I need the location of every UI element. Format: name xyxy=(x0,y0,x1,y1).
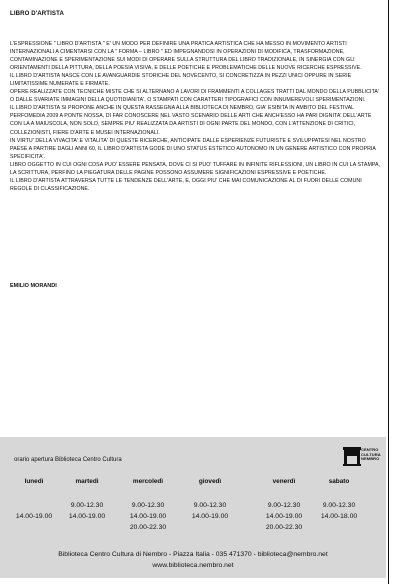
paragraph: IL LIBRO D'ARTISTA SI PROPONE ANCHE IN QUESTA RASSEGNA ALLA BIBLIOTECA DI NEMBRO, GIA' ESIBITA IN AMBITO DEL FESTIVAL PERFOMEDIA 2009 A PONTE NOSSA, DI FAR CONOSCERE NEL VASTO SCENARIO DELLE ARTI CHE ANCH'ESSO HA PARI DIGNITA' DELL'ARTE CON LA A MAIUSCOLA, NON SOLO, SEMPRE PIU' REALIZZATA DA ARTISTI DI OGNI PARTE DEL MONDO, CON L'ATTENZIONE DI CRITICI, COLLEZIONISTI, FIERE D'ARTE E MUSEI INTERNAZIONALI. xyxy=(10,105,372,136)
hours-slot-afternoon-lunedi: 14.00-19.00 xyxy=(15,513,53,520)
hours-slot-morning-mercoledi: 9.00-12.30 xyxy=(131,502,165,509)
day-header-giovedi: giovedì xyxy=(198,478,222,485)
hours-slot-afternoon-mercoledi: 14.00-19.00 xyxy=(129,513,167,520)
day-header-venerdi: venerdì xyxy=(272,478,296,485)
paragraph: IL LIBRO D'ARTISTA NASCE CON LE AVANGUARDIE STORICHE DEL NOVECENTO, SI CONCRETIZZA IN PEZZI UNICI OPPURE IN SERIE LIMITATISSIME NUMERATE E FIRMATE. xyxy=(10,73,352,88)
article-body xyxy=(10,40,384,193)
hours-slot-morning-venerdi: 9.00-12.30 xyxy=(267,502,301,509)
paragraph: OPERE REALIZZATE CON TECNICHE MISTE CHE SI ALTERNANO A LAVORI DI FRAMMENTI A COLLAGES TRATTI DAL MONDO DELLA PUBBLICITA' O DALLE SVARIATE IMMAGINI DELLA QUOTIDIANITA', O STAMPATI CON CARATTERI TIPOGRAFICI CON INNUMEREVOLI SPERIMENTAZIONI. xyxy=(10,89,380,104)
paragraph: L'ESPRESSIONE " LIBRO D'ARTISTA " E' UN MODO PER DEFINIRE UNA PRATICA ARTISTICA CHE HA MESSO IN MOVIMENTO ARTISTI INTERNAZIONALI A CIMENTARSI CON LA " FORMA – LIBRO " ED IMPEGNANDOSI IN OPERAZIONI DI MODIFICA, TRASFORMAZIONE, CONTAMINAZIONE E SPERIMENTAZIONE SUI MODI DI OPERARE SULLA STRUTTURA DEL LIBRO TRADIZIONALE, IN SINERGIA CON GLI ORIENTAMENTI DELLA PITTURA, DELLA POESIA VISIVA, E DELLE POETICHE E PROBLEMATICHE DELLE NUOVE RICERCHE ESPRESSIVE. xyxy=(10,41,362,72)
day-header-sabato: sabato xyxy=(328,478,350,485)
day-header-lunedi: lunedì xyxy=(24,478,44,485)
hours-slot-afternoon-sabato: 14.00-18.00 xyxy=(320,513,358,520)
author-signature: EMILIO MORANDI xyxy=(10,283,57,289)
hours-slot-evening-mercoledi: 20.00-22.30 xyxy=(129,524,167,531)
hours-slot-afternoon-venerdi: 14.00-19.00 xyxy=(265,513,303,520)
day-header-martedi: martedì xyxy=(75,478,99,485)
day-header-mercoledi: mercoledì xyxy=(132,478,164,485)
library-logo-text: CENTRO CULTURA NEMBRO xyxy=(361,447,381,462)
opening-hours-title: orario apertura Biblioteca Centro Cultura xyxy=(14,457,122,463)
footer-website: www.biblioteca.nembro.net xyxy=(152,562,234,569)
hours-slot-evening-venerdi: 20.00-22.30 xyxy=(265,524,303,531)
hours-slot-morning-sabato: 9.00-12.30 xyxy=(322,502,356,509)
footer-contact-line: Biblioteca Centro Cultura di Nembro - Piazza Italia - 035 471370 - biblioteca@nembro.net xyxy=(58,551,328,558)
paragraph: IL LIBRO D'ARTISTA ATTRAVERSA TUTTE LE TENDENZE DELL'ARTE, E, OGGI PIU' CHE MAI COMUNICAZIONE AL DI FUORI DELLE COMUNI REGOLE DI CLASSIFICAZIONE. xyxy=(10,177,362,192)
library-logo-mark-icon xyxy=(343,445,361,467)
paragraph: IN VIRTU' DELLA VIVACITA' E VITALITA' DI QUESTE RICERCHE, ANTICIPATE DALLE ESPERIENZE FUTURISTE E SVILUPPATESI NEL NOSTRO PAESE A PARTIRE DAGLI ANNI 60, IL LIBRO D'ARTISTA GODE DI UNO STATUS ESTETICO AUTONOMO IN UN GENERE ARTISTICO CON PROPRIA SPECIFICITA'. xyxy=(10,137,376,160)
hours-slot-morning-martedi: 9.00-12.30 xyxy=(70,502,104,509)
hours-slot-afternoon-martedi: 14.00-19.00 xyxy=(68,513,106,520)
right-margin-rule xyxy=(388,0,389,584)
hours-slot-morning-giovedi: 9.00-12.30 xyxy=(193,502,227,509)
hours-slot-afternoon-giovedi: 14.00-19.00 xyxy=(191,513,229,520)
paragraph: LIBRO OGGETTO IN CUI OGNI COSA PUO' ESSERE PENSATA, DOVE CI SI PUO' TUFFARE IN INFINITE RIFLESSIONI, UN LIBRO IN CUI LA STAMPA, LA SCRITTURA, PERFINO LA PIEGATURA DELLE PAGINE POSSONO ASSUMERE SIGNIFICAZIONI ESPRESSIVE E POETICHE. xyxy=(10,161,381,176)
document-heading: LIBRO D'ARTISTA xyxy=(10,10,64,17)
